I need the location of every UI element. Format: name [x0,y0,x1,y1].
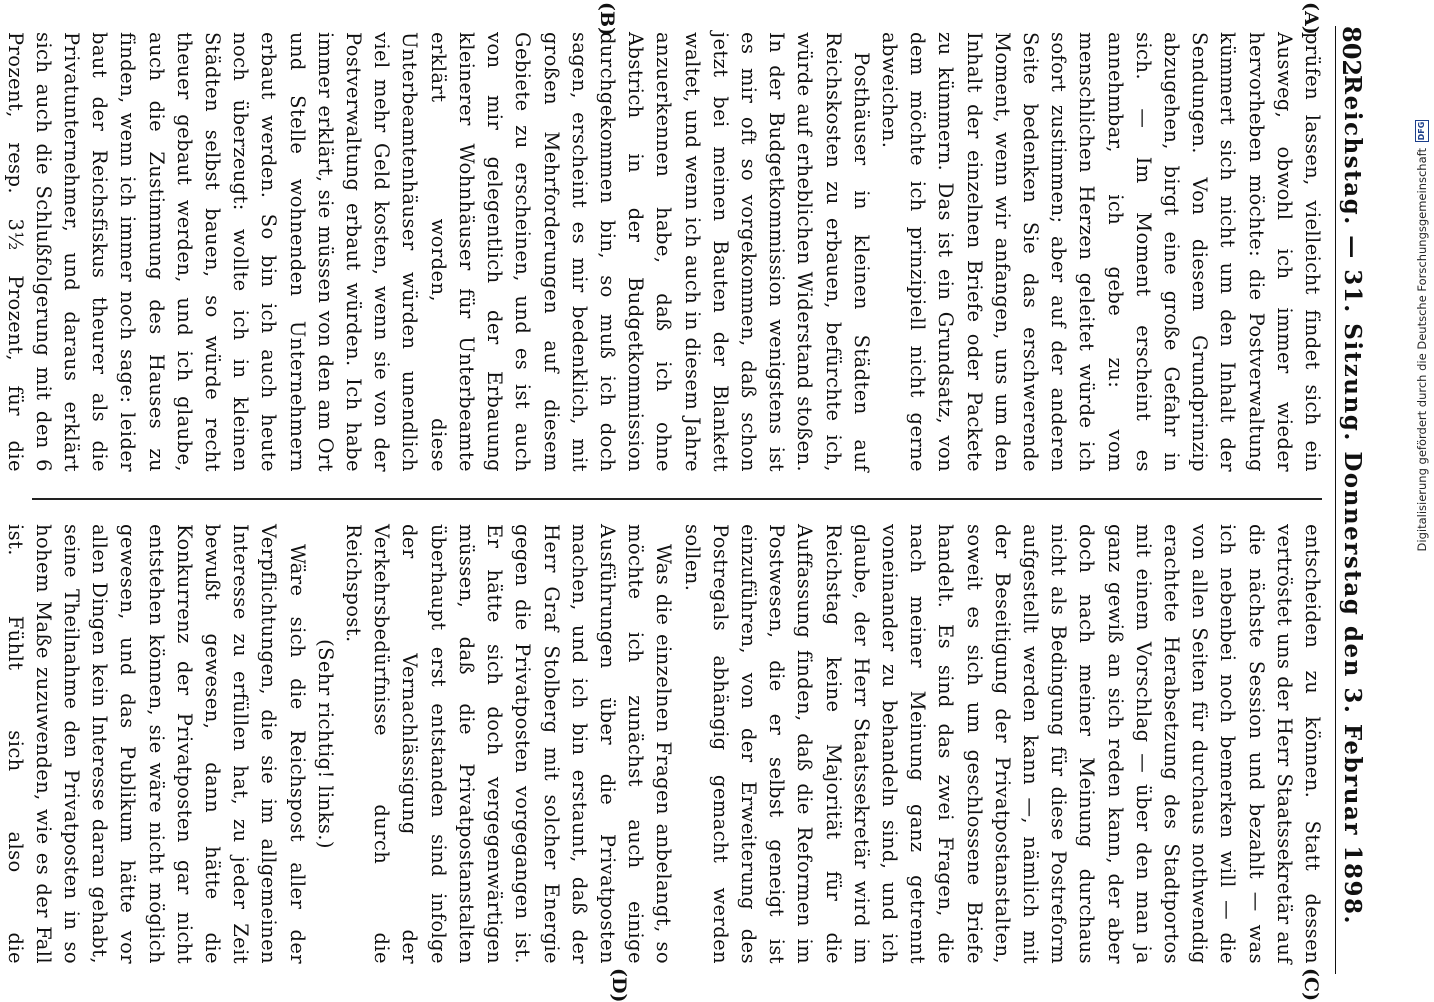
interjection: (Sehr richtig! links.) [313,639,337,849]
margin-mark-b: (B) [596,2,618,37]
margin-mark-d: (D) [608,968,630,1002]
digitization-footer [1412,120,1432,1000]
column-divider [32,498,1322,500]
document-page [3,0,1392,1002]
paragraph: prüfen lassen, vielleicht findet sich ein Ausweg, obwohl ich immer wieder hervorheben möchte: die Postverwaltung kümmert sich nicht um den Inhalt der Sendungen. Von diesem Grundprinzip abzugehen, birgt eine große Gefahr in sich. — Im Moment erscheint es annehmbar, ich gebe zu: vom menschlichen Herzen geleitet würde ich sofort zustimmen; aber auf der anderen Seite bedenken Sie das erschwerende Moment, wenn wir anfangen, uns um den Inhalt der einzelnen Briefe oder Packete zu kümmern. Das ist ein Grundsatz, von dem möchte ich prinzipiell nicht gerne abweichen. [877,32,1324,472]
page-title: Reichstag. — 31. Sitzung. Donnerstag den 3. Februar 1898. [1339,74,1366,926]
paragraph: Wäre sich die Reichspost aller der Verpflichtungen, die sie im allgemeinen Interesse zu erfüllen hat, zu jeder Zeit bewußt gewesen, dann hätte die Konkurrenz der Privatposten gar nicht entstehen können, sie wäre nicht möglich gewesen, und das Publikum hätte vor allen Dingen kein Interesse daran gehabt, seine Theilnahme den Privatposten in so hohem Maße zuzuwenden, wie es der Fall ist. Fühlt sich also die [3,524,309,964]
paragraph: Posthäuser in kleinen Städten auf Reichskosten zu erbauen, befürchte ich, würde auf erheblichen Widerstand stoßen. In der Budgetkommission wenigstens ist es mir oft so vorgekommen, daß schon jetzt bei meinen Bauten der Blankett waltet, und wenn ich auch in diesem Jahre anzuerkennen habe, daß ich ohne Abstrich in der Budgetkommission durchgekommen bin, so muß ich doch sagen, erscheint es mir bedenklich, mit großen Mehrforderungen auf diesem Gebiete zu erscheinen, und es ist auch von mir gelegentlich der Erbauung kleinerer Wohnhäuser für Unterbeamte erklärt worden, diese Unterbeamtenhäuser würden unendlich viel mehr Geld kosten, wenn sie von der Postverwaltung erbaut würden. Ich habe immer erklärt, sie müssen von den am Ort und Stelle wohnenden Unternehmern erbaut werden. So bin ich auch heute noch überzeugt: wollte ich in kleinen Städten selbst bauen, so würde recht theuer gebaut werden, und ich glaube, auch die Zustimmung des Hauses zu finden, wenn ich immer noch sage: leider baut der Reichsfiskus theurer als die Privatunternehmer, und daraus erklärt sich auch die Schlußfolgerung mit den 6 Prozent, resp. 3½ Prozent, für die [3,32,873,472]
paragraph: Was die einzelnen Fragen anbelangt, so möchte ich zunächst auch einige Ausführungen über die Privatposten machen, und ich bin erstaunt, daß der Herr Graf Stolberg mit solcher Energie gegen die Privatposten vorgegangen ist. Er hätte sich doch vergegenwärtigen müssen, daß die Privatpostanstalten überhaupt erst entstanden sind infolge der Vernachlässigung der Verkehrsbedürfnisse durch die Reichspost. [342,524,676,964]
paragraph: entscheiden zu können. Statt dessen vertröstet uns der Herr Staatssekretär auf die nächste Session und bezahlt — was ich nebenbei noch bemerken will — die von allen Seiten für durchaus nothwendig erachtete Herabsetzung des Stadtportos mit einem Vorschlag — über den man ja ganz gewiß an sich reden kann, der aber doch nach meiner Meinung durchaus nicht als Bedingung für diese Postreform aufgestellt werden kann —, nämlich mit der Beseitigung der Privatpostanstalten, soweit es sich um geschlossene Briefe handelt. Es sind das zwei Fragen, die nach meiner Meinung ganz getrennt voneinander zu behandeln sind, und ich glaube, der Herr Staatssekretär wird im Reichstag keine Majorität für die Auffassung finden, daß die Reformen im Postwesen, die er selbst geneigt ist einzuführen, von der Erweiterung des Postregals abhängig gemacht werden sollen. [680,524,1324,964]
page-number: 802 [1337,26,1366,77]
dfg-logo-icon: DFG [1415,120,1429,142]
left-column [0,32,1326,472]
right-column [0,524,1326,964]
page-header [1335,26,1372,974]
margin-mark-c: (C) [1300,968,1322,1002]
digitization-note: Digitalisierung gefördert durch die Deutsche Forschungsgemeinschaft [1415,148,1429,552]
margin-mark-a: (A) [1300,2,1322,35]
